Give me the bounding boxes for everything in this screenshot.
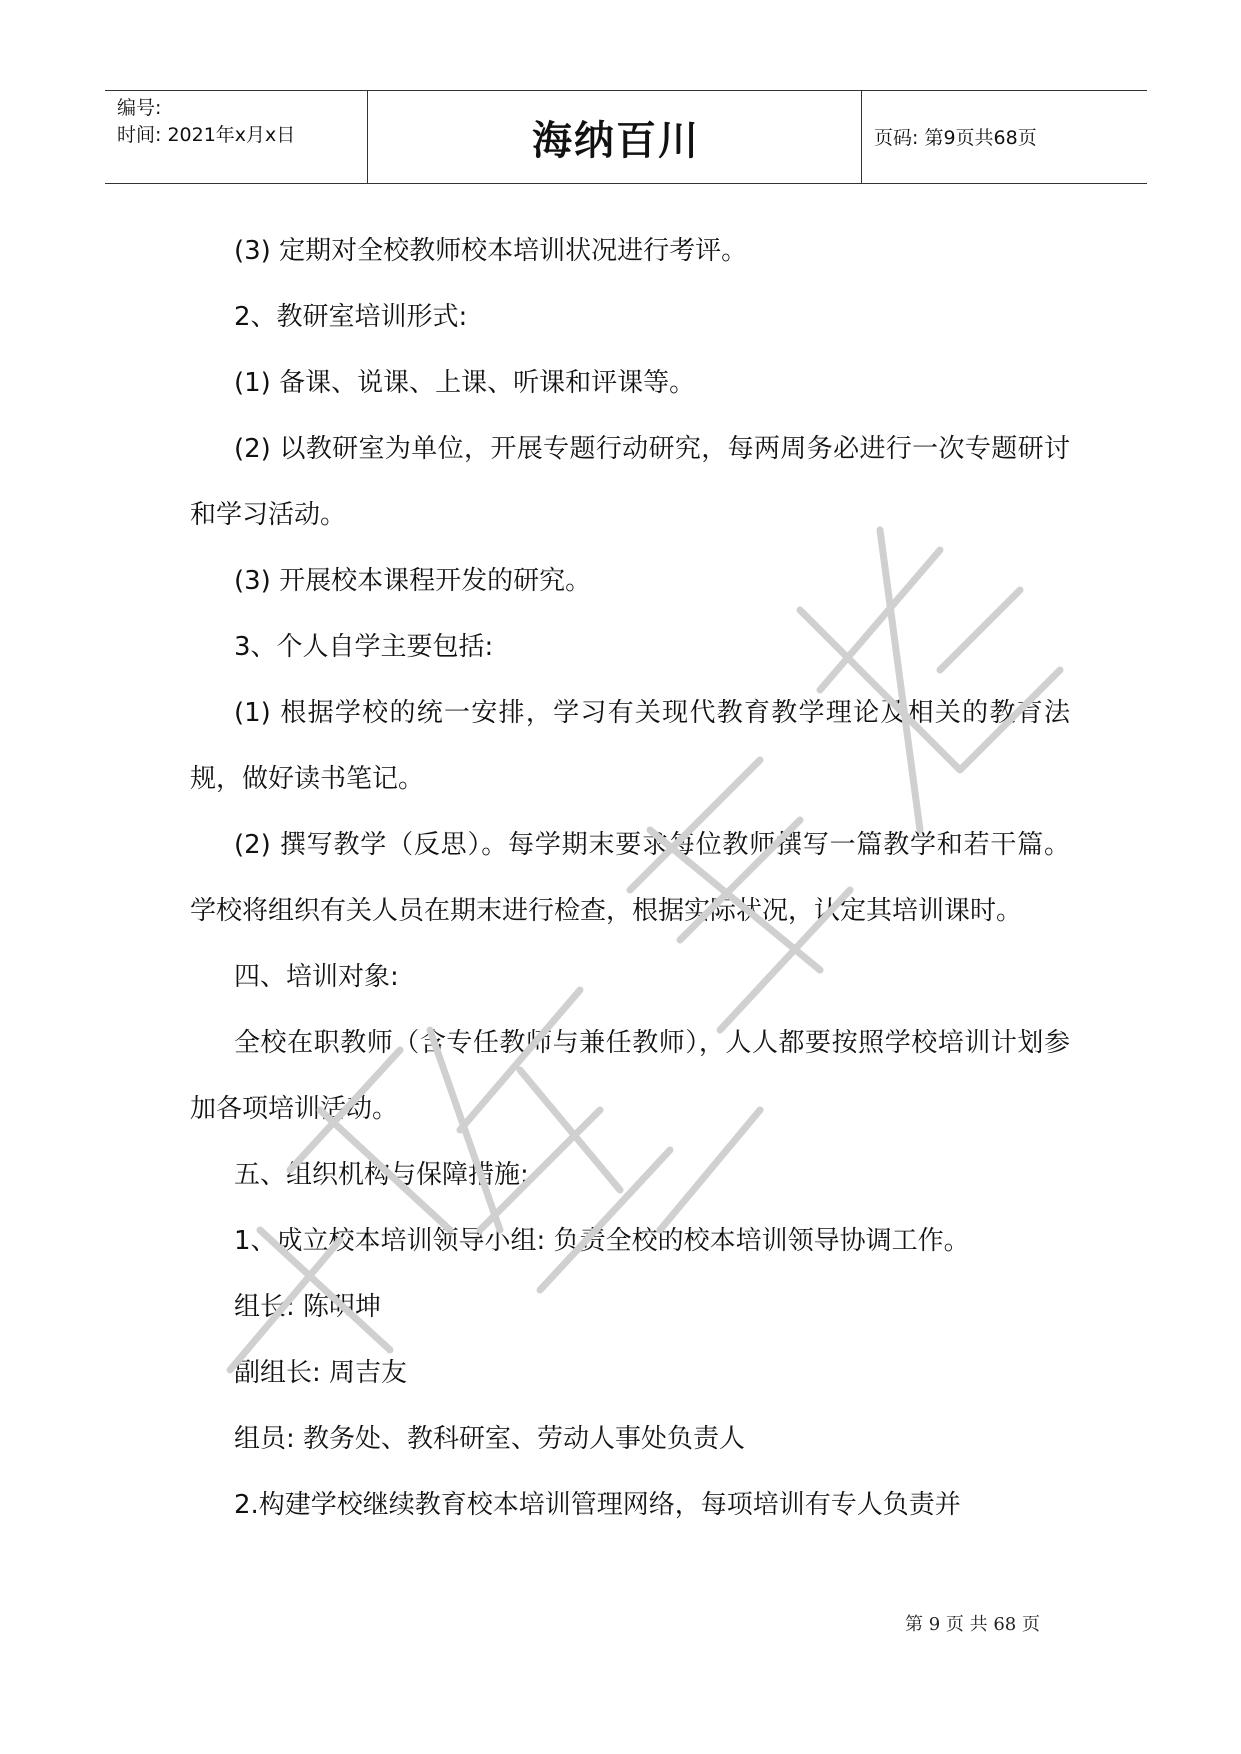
paragraph: 组长: 陈明坤	[234, 1292, 382, 1322]
number-label: 编号:	[117, 97, 162, 119]
time-label: 时间: 2021年x月x日	[117, 124, 296, 146]
paragraph: 全校在职教师（含专任教师与兼任教师），人人都要按照学校培训计划参加各项培训活动。	[190, 1028, 1070, 1124]
paragraph: 3、个人自学主要包括:	[234, 632, 494, 662]
header-title: 海纳百川	[532, 118, 700, 164]
paragraph: (3) 定期对全校教师校本培训状况进行考评。	[234, 236, 748, 266]
paragraph: 四、培训对象:	[234, 962, 399, 992]
paragraph: (2) 以教研室为单位，开展专题行动研究，每两周务必进行一次专题研讨和学习活动。	[190, 434, 1070, 530]
header-divider	[367, 91, 368, 183]
page-footer: 第 9 页 共 68 页	[905, 1614, 1040, 1635]
paragraph: (1) 备课、说课、上课、听课和评课等。	[234, 368, 696, 398]
page-header	[105, 90, 1147, 184]
paragraph: 2.构建学校继续教育校本培训管理网络，每项培训有专人负责并	[234, 1490, 961, 1520]
paragraph: (3) 开展校本课程开发的研究。	[234, 566, 592, 596]
paragraph: 1、成立校本培训领导小组: 负责全校的校本培训领导协调工作。	[234, 1226, 970, 1256]
header-meta	[117, 95, 357, 149]
paragraph: 2、教研室培训形式:	[234, 302, 468, 332]
header-page-label: 页码: 第9页共68页	[874, 127, 1037, 149]
header-divider	[861, 91, 862, 183]
paragraph: (2) 撰写教学（反思）。每学期末要求每位教师撰写一篇教学和若干篇。学校将组织有关人员在期末进行检查，根据实际状况，认定其培训课时。	[190, 830, 1070, 926]
paragraph: (1) 根据学校的统一安排，学习有关现代教育教学理论及相关的教育法规，做好读书笔记。	[190, 698, 1070, 794]
paragraph: 副组长: 周吉友	[234, 1358, 408, 1388]
document-body	[190, 218, 1070, 1538]
paragraph: 组员: 教务处、教科研室、劳动人事处负责人	[234, 1424, 746, 1454]
paragraph: 五、组织机构与保障措施:	[234, 1160, 529, 1190]
